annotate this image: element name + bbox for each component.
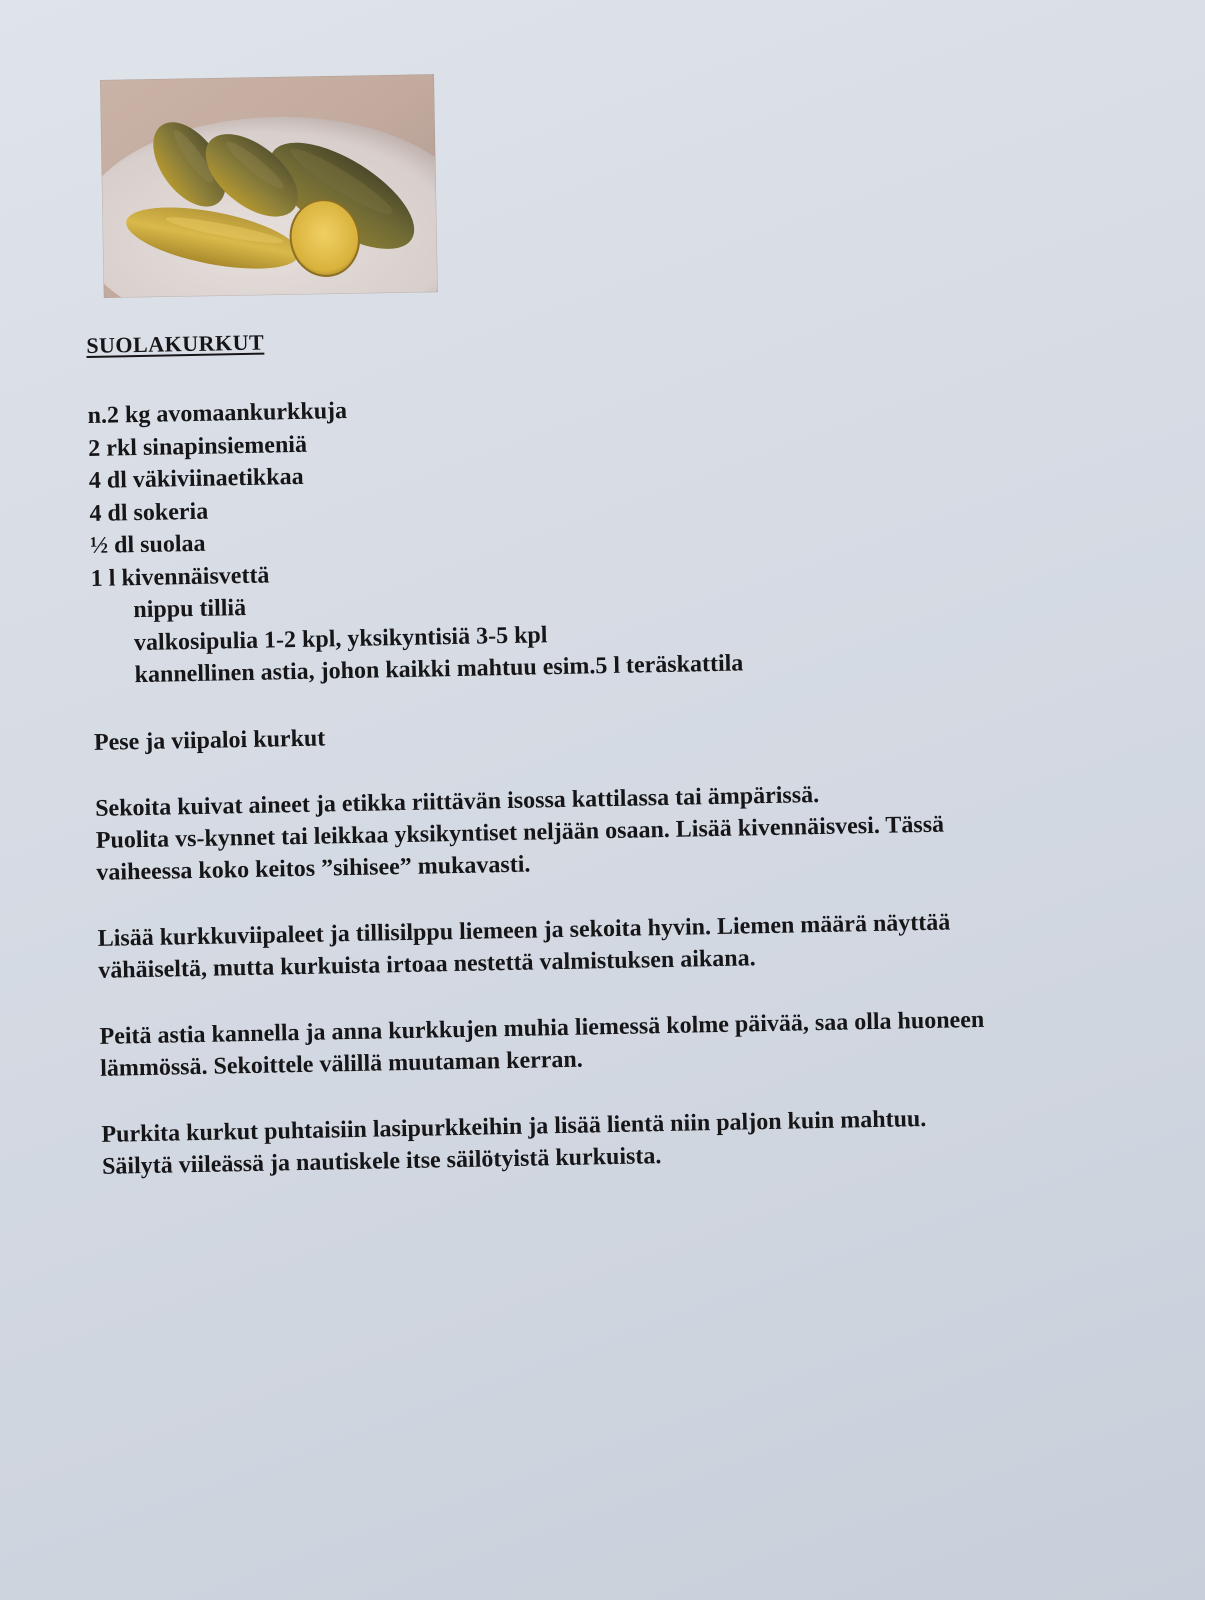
step-paragraph bbox=[97, 901, 1198, 986]
step-line: vaiheessa koko keitos ”sihisee” mukavasti. bbox=[96, 851, 531, 886]
step-line: Purkita kurkut puhtaisiin lasipurkkeihin ja lisää lientä niin paljon kuin mahtuu. bbox=[101, 1105, 927, 1148]
ingredient-item: n.2 kg avomaankurkkuja bbox=[87, 398, 348, 429]
ingredient-item: kannellinen astia, johon kaikki mahtuu esim.5 l teräskattila bbox=[134, 650, 744, 689]
ingredient-item: 1 l kivennäisvettä bbox=[90, 562, 270, 592]
step-paragraph bbox=[101, 1097, 1202, 1182]
step-line: Peitä astia kannella ja anna kurkkujen muhia liemessä kolme päivää, saa olla huoneen bbox=[99, 1006, 985, 1050]
step-line: lämmössä. Sekoittele välillä muutaman kerran. bbox=[99, 1046, 583, 1082]
recipe-text bbox=[86, 309, 1203, 1216]
step-line: Sekoita kuivat aineet ja etikka riittävän isossa kattilassa tai ämpärissä. bbox=[94, 781, 820, 822]
step-line: vähäiseltä, mutta kurkuista irtoaa nestettä valmistuksen aikana. bbox=[98, 944, 756, 984]
ingredient-item: 4 dl sokeria bbox=[89, 498, 209, 527]
pickled-cucumbers-photo bbox=[100, 74, 438, 298]
step-line: Lisää kurkkuviipaleet ja tillisilppu liemeen ja sekoita hyvin. Liemen määrä näyttää bbox=[97, 909, 951, 952]
step-paragraph bbox=[95, 771, 1197, 888]
step-line: Puolita vs-kynnet tai leikkaa yksikyntiset neljään osaan. Lisää kivennäisvesi. Tässä bbox=[95, 811, 945, 854]
recipe-title: SUOLAKURKUT bbox=[86, 329, 265, 358]
ingredient-item: 4 dl väkiviinaetikkaa bbox=[88, 463, 304, 494]
step-line: Säilytä viileässä ja nautiskele itse säilötyistä kurkuista. bbox=[101, 1142, 662, 1180]
step-line: Pese ja viipaloi kurkut bbox=[93, 724, 326, 756]
step-paragraph bbox=[99, 999, 1200, 1084]
ingredient-item: 2 rkl sinapinsiemeniä bbox=[88, 431, 308, 462]
ingredient-item: nippu tilliä bbox=[133, 594, 247, 624]
step-paragraph bbox=[94, 705, 1194, 758]
ingredient-item: valkosipulia 1-2 kpl, yksikyntisiä 3-5 kpl bbox=[133, 621, 548, 656]
ingredient-item: ½ dl suolaa bbox=[89, 530, 206, 559]
ingredient-list bbox=[87, 379, 1192, 693]
